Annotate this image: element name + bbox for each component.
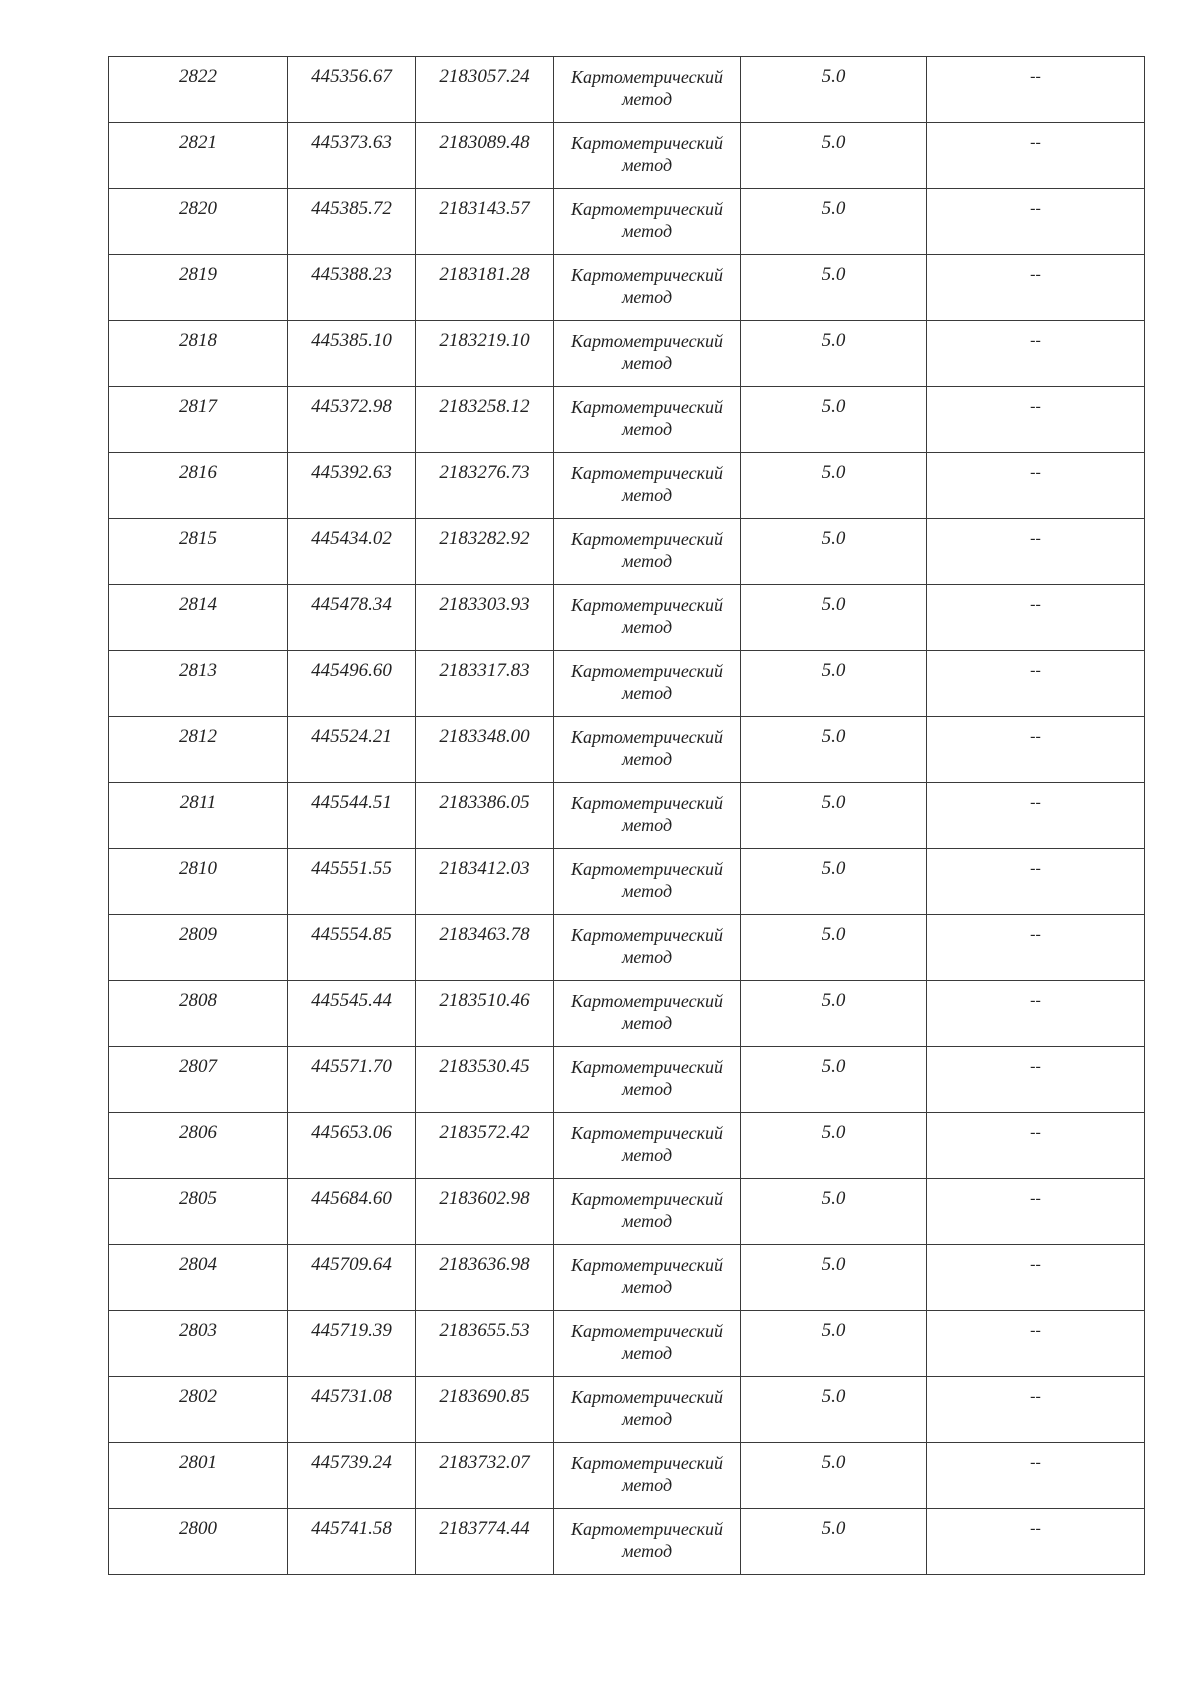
table-row (109, 1113, 1145, 1179)
method-cell (554, 585, 741, 651)
y-coordinate-cell: 2183258.12 (416, 387, 554, 453)
method-line-1: Картометрический (570, 859, 723, 879)
point-number-cell: 2812 (109, 717, 288, 783)
point-number-cell: 2804 (109, 1245, 288, 1311)
method-line-2: метод (621, 1277, 673, 1297)
table-row (109, 1509, 1145, 1575)
method-cell (554, 1245, 741, 1311)
table-row (109, 189, 1145, 255)
accuracy-cell: 5.0 (741, 651, 927, 717)
table-body (109, 57, 1145, 1575)
y-coordinate-cell: 2183303.93 (416, 585, 554, 651)
note-cell: -- (927, 585, 1145, 651)
method-cell (554, 321, 741, 387)
point-number-cell: 2808 (109, 981, 288, 1047)
table-row (109, 1245, 1145, 1311)
method-line-2: метод (621, 683, 673, 703)
method-cell (554, 255, 741, 321)
y-coordinate-cell: 2183057.24 (416, 57, 554, 123)
method-line-1: Картометрический (570, 67, 723, 87)
x-coordinate-cell: 445719.39 (288, 1311, 416, 1377)
accuracy-cell: 5.0 (741, 1311, 927, 1377)
y-coordinate-cell: 2183219.10 (416, 321, 554, 387)
point-number-cell: 2800 (109, 1509, 288, 1575)
table-row (109, 915, 1145, 981)
point-number-cell: 2813 (109, 651, 288, 717)
method-line-2: метод (621, 1013, 673, 1033)
method-cell (554, 1443, 741, 1509)
method-cell (554, 519, 741, 585)
note-cell: -- (927, 1245, 1145, 1311)
method-line-1: Картометрический (570, 1519, 723, 1539)
x-coordinate-cell: 445392.63 (288, 453, 416, 519)
method-line-2: метод (621, 1541, 673, 1561)
note-cell: -- (927, 1377, 1145, 1443)
method-line-2: метод (621, 221, 673, 241)
method-line-1: Картометрический (570, 727, 723, 747)
point-number-cell: 2822 (109, 57, 288, 123)
x-coordinate-cell: 445356.67 (288, 57, 416, 123)
method-line-1: Картометрический (570, 133, 723, 153)
note-cell: -- (927, 1179, 1145, 1245)
accuracy-cell: 5.0 (741, 453, 927, 519)
table-row (109, 1443, 1145, 1509)
point-number-cell: 2811 (109, 783, 288, 849)
method-cell (554, 651, 741, 717)
method-line-2: метод (621, 749, 673, 769)
accuracy-cell: 5.0 (741, 1113, 927, 1179)
method-line-1: Картометрический (570, 265, 723, 285)
accuracy-cell: 5.0 (741, 387, 927, 453)
method-line-1: Картометрический (570, 199, 723, 219)
x-coordinate-cell: 445653.06 (288, 1113, 416, 1179)
accuracy-cell: 5.0 (741, 1245, 927, 1311)
method-line-2: метод (621, 89, 673, 109)
table-row (109, 1179, 1145, 1245)
accuracy-cell: 5.0 (741, 189, 927, 255)
method-line-2: метод (621, 1343, 673, 1363)
note-cell: -- (927, 915, 1145, 981)
x-coordinate-cell: 445372.98 (288, 387, 416, 453)
accuracy-cell: 5.0 (741, 57, 927, 123)
note-cell: -- (927, 651, 1145, 717)
point-number-cell: 2803 (109, 1311, 288, 1377)
accuracy-cell: 5.0 (741, 783, 927, 849)
point-number-cell: 2821 (109, 123, 288, 189)
method-line-2: метод (621, 1475, 673, 1495)
method-line-1: Картометрический (570, 397, 723, 417)
x-coordinate-cell: 445373.63 (288, 123, 416, 189)
method-line-1: Картометрический (570, 463, 723, 483)
method-cell (554, 453, 741, 519)
y-coordinate-cell: 2183732.07 (416, 1443, 554, 1509)
method-cell (554, 717, 741, 783)
y-coordinate-cell: 2183143.57 (416, 189, 554, 255)
table-row (109, 783, 1145, 849)
method-line-2: метод (621, 617, 673, 637)
note-cell: -- (927, 255, 1145, 321)
accuracy-cell: 5.0 (741, 255, 927, 321)
accuracy-cell: 5.0 (741, 1377, 927, 1443)
method-line-1: Картометрический (570, 1321, 723, 1341)
y-coordinate-cell: 2183317.83 (416, 651, 554, 717)
method-line-1: Картометрический (570, 925, 723, 945)
y-coordinate-cell: 2183602.98 (416, 1179, 554, 1245)
method-line-2: метод (621, 419, 673, 439)
x-coordinate-cell: 445385.72 (288, 189, 416, 255)
accuracy-cell: 5.0 (741, 123, 927, 189)
y-coordinate-cell: 2183463.78 (416, 915, 554, 981)
y-coordinate-cell: 2183181.28 (416, 255, 554, 321)
point-number-cell: 2816 (109, 453, 288, 519)
x-coordinate-cell: 445551.55 (288, 849, 416, 915)
method-cell (554, 1509, 741, 1575)
method-cell (554, 189, 741, 255)
y-coordinate-cell: 2183276.73 (416, 453, 554, 519)
table-row (109, 981, 1145, 1047)
accuracy-cell: 5.0 (741, 1509, 927, 1575)
y-coordinate-cell: 2183510.46 (416, 981, 554, 1047)
method-line-2: метод (621, 947, 673, 967)
note-cell: -- (927, 57, 1145, 123)
y-coordinate-cell: 2183636.98 (416, 1245, 554, 1311)
method-cell (554, 1179, 741, 1245)
note-cell: -- (927, 1311, 1145, 1377)
point-number-cell: 2819 (109, 255, 288, 321)
accuracy-cell: 5.0 (741, 981, 927, 1047)
point-number-cell: 2809 (109, 915, 288, 981)
coordinates-table (108, 56, 1145, 1575)
note-cell: -- (927, 1443, 1145, 1509)
x-coordinate-cell: 445709.64 (288, 1245, 416, 1311)
table-row (109, 585, 1145, 651)
point-number-cell: 2814 (109, 585, 288, 651)
method-line-1: Картометрический (570, 529, 723, 549)
method-line-1: Картометрический (570, 991, 723, 1011)
x-coordinate-cell: 445544.51 (288, 783, 416, 849)
note-cell: -- (927, 1113, 1145, 1179)
note-cell: -- (927, 981, 1145, 1047)
y-coordinate-cell: 2183690.85 (416, 1377, 554, 1443)
table-row (109, 123, 1145, 189)
method-cell (554, 1047, 741, 1113)
method-line-2: метод (621, 881, 673, 901)
table-row (109, 255, 1145, 321)
x-coordinate-cell: 445434.02 (288, 519, 416, 585)
method-line-1: Картометрический (570, 595, 723, 615)
method-cell (554, 915, 741, 981)
method-line-2: метод (621, 1211, 673, 1231)
note-cell: -- (927, 123, 1145, 189)
y-coordinate-cell: 2183386.05 (416, 783, 554, 849)
y-coordinate-cell: 2183282.92 (416, 519, 554, 585)
method-line-1: Картометрический (570, 1453, 723, 1473)
method-line-1: Картометрический (570, 331, 723, 351)
method-line-2: метод (621, 1409, 673, 1429)
y-coordinate-cell: 2183348.00 (416, 717, 554, 783)
note-cell: -- (927, 453, 1145, 519)
method-cell (554, 123, 741, 189)
note-cell: -- (927, 849, 1145, 915)
method-line-2: метод (621, 551, 673, 571)
point-number-cell: 2806 (109, 1113, 288, 1179)
method-cell (554, 387, 741, 453)
x-coordinate-cell: 445524.21 (288, 717, 416, 783)
method-line-2: метод (621, 485, 673, 505)
method-line-1: Картометрический (570, 661, 723, 681)
method-cell (554, 1311, 741, 1377)
method-line-2: метод (621, 287, 673, 307)
y-coordinate-cell: 2183530.45 (416, 1047, 554, 1113)
method-line-1: Картометрический (570, 1123, 723, 1143)
y-coordinate-cell: 2183089.48 (416, 123, 554, 189)
point-number-cell: 2805 (109, 1179, 288, 1245)
x-coordinate-cell: 445731.08 (288, 1377, 416, 1443)
accuracy-cell: 5.0 (741, 1047, 927, 1113)
x-coordinate-cell: 445388.23 (288, 255, 416, 321)
method-cell (554, 57, 741, 123)
method-line-1: Картометрический (570, 793, 723, 813)
point-number-cell: 2802 (109, 1377, 288, 1443)
note-cell: -- (927, 321, 1145, 387)
x-coordinate-cell: 445739.24 (288, 1443, 416, 1509)
y-coordinate-cell: 2183412.03 (416, 849, 554, 915)
note-cell: -- (927, 189, 1145, 255)
x-coordinate-cell: 445478.34 (288, 585, 416, 651)
point-number-cell: 2820 (109, 189, 288, 255)
note-cell: -- (927, 1509, 1145, 1575)
table-row (109, 1377, 1145, 1443)
method-line-1: Картометрический (570, 1255, 723, 1275)
accuracy-cell: 5.0 (741, 519, 927, 585)
method-cell (554, 849, 741, 915)
table-row (109, 453, 1145, 519)
table-row (109, 1047, 1145, 1113)
accuracy-cell: 5.0 (741, 1443, 927, 1509)
method-cell (554, 1113, 741, 1179)
accuracy-cell: 5.0 (741, 1179, 927, 1245)
table-row (109, 519, 1145, 585)
method-line-2: метод (621, 1079, 673, 1099)
table-row (109, 321, 1145, 387)
table-row (109, 387, 1145, 453)
point-number-cell: 2807 (109, 1047, 288, 1113)
note-cell: -- (927, 519, 1145, 585)
point-number-cell: 2801 (109, 1443, 288, 1509)
method-cell (554, 783, 741, 849)
method-line-1: Картометрический (570, 1387, 723, 1407)
method-line-2: метод (621, 353, 673, 373)
accuracy-cell: 5.0 (741, 585, 927, 651)
note-cell: -- (927, 387, 1145, 453)
method-line-2: метод (621, 815, 673, 835)
accuracy-cell: 5.0 (741, 717, 927, 783)
method-line-1: Картометрический (570, 1057, 723, 1077)
table-row (109, 717, 1145, 783)
point-number-cell: 2818 (109, 321, 288, 387)
method-line-1: Картометрический (570, 1189, 723, 1209)
accuracy-cell: 5.0 (741, 849, 927, 915)
y-coordinate-cell: 2183774.44 (416, 1509, 554, 1575)
x-coordinate-cell: 445554.85 (288, 915, 416, 981)
point-number-cell: 2817 (109, 387, 288, 453)
method-cell (554, 981, 741, 1047)
point-number-cell: 2815 (109, 519, 288, 585)
y-coordinate-cell: 2183572.42 (416, 1113, 554, 1179)
note-cell: -- (927, 1047, 1145, 1113)
accuracy-cell: 5.0 (741, 321, 927, 387)
note-cell: -- (927, 717, 1145, 783)
x-coordinate-cell: 445741.58 (288, 1509, 416, 1575)
x-coordinate-cell: 445571.70 (288, 1047, 416, 1113)
note-cell: -- (927, 783, 1145, 849)
x-coordinate-cell: 445496.60 (288, 651, 416, 717)
y-coordinate-cell: 2183655.53 (416, 1311, 554, 1377)
table-row (109, 849, 1145, 915)
x-coordinate-cell: 445545.44 (288, 981, 416, 1047)
x-coordinate-cell: 445684.60 (288, 1179, 416, 1245)
method-line-2: метод (621, 155, 673, 175)
point-number-cell: 2810 (109, 849, 288, 915)
method-line-2: метод (621, 1145, 673, 1165)
x-coordinate-cell: 445385.10 (288, 321, 416, 387)
table-row (109, 1311, 1145, 1377)
table-row (109, 57, 1145, 123)
method-cell (554, 1377, 741, 1443)
table-row (109, 651, 1145, 717)
accuracy-cell: 5.0 (741, 915, 927, 981)
